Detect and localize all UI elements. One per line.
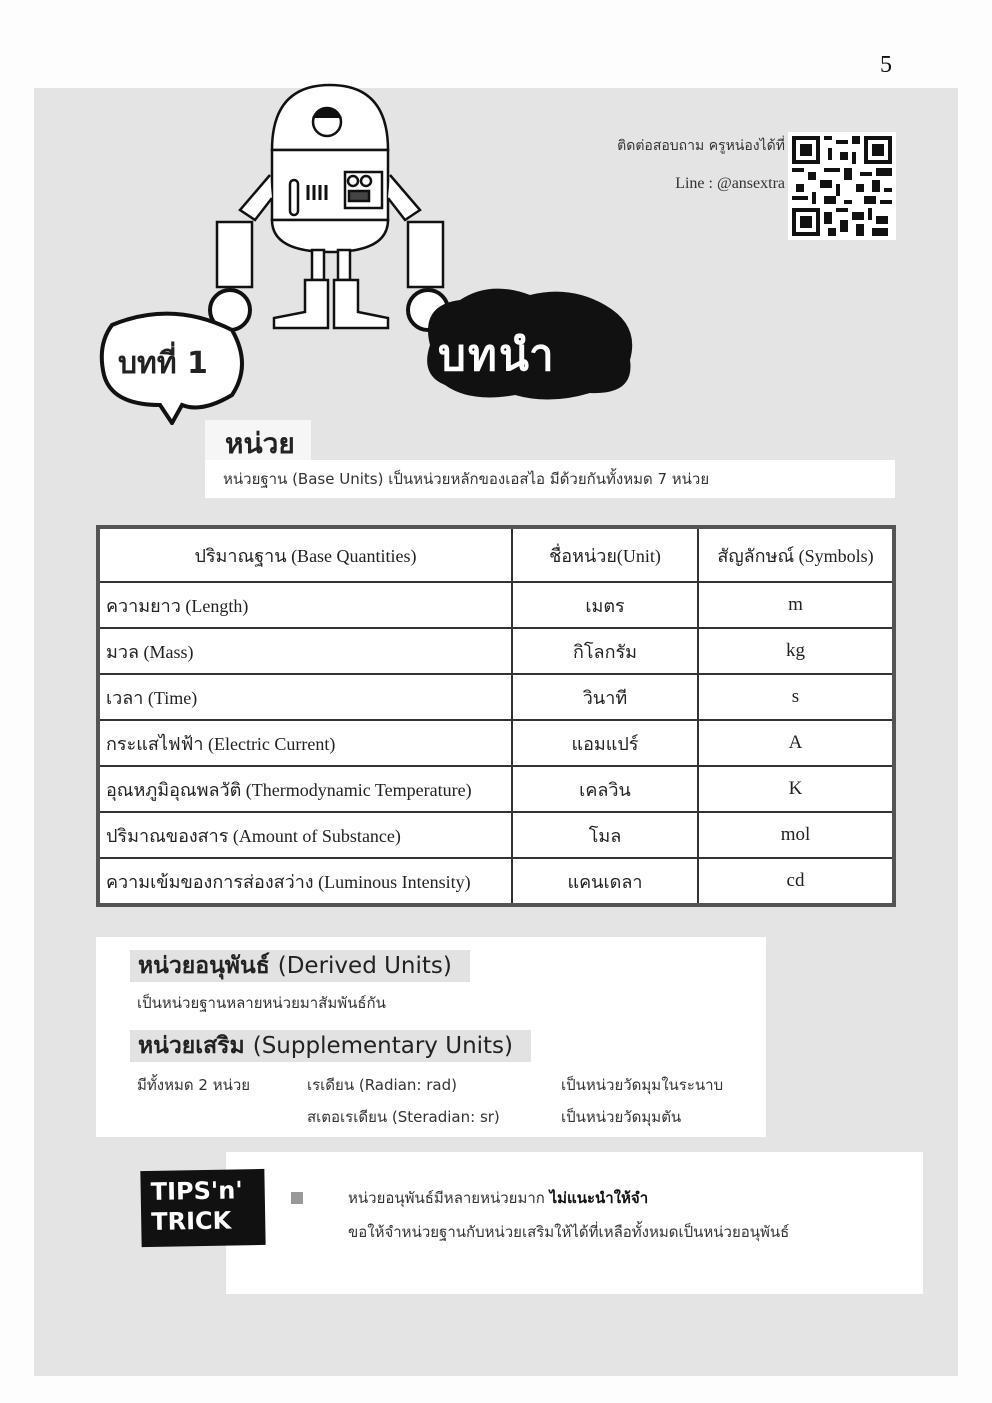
- supplementary-count: มีทั้งหมด 2 หน่วย: [137, 1076, 251, 1094]
- square-bullet-icon: [291, 1192, 303, 1204]
- table-row: [98, 628, 894, 674]
- symbol-cell: A: [698, 720, 894, 766]
- symbol-cell: m: [698, 582, 894, 628]
- derived-heading-en: (Derived Units): [277, 953, 452, 979]
- symbol-cell: mol: [698, 812, 894, 858]
- symbol-cell: cd: [698, 858, 894, 905]
- supplementary-item-name: สเตอเรเดียน (Steradian: sr): [307, 1108, 500, 1126]
- supplementary-item-name: เรเดียน (Radian: rad): [307, 1076, 457, 1094]
- symbol-cell: s: [698, 674, 894, 720]
- unit-cell: แอมแปร์: [512, 720, 698, 766]
- contact-block: [560, 135, 785, 193]
- unit-cell: วินาที: [512, 674, 698, 720]
- symbol-cell: K: [698, 766, 894, 812]
- tips-line-1: [348, 1186, 648, 1210]
- symbol-cell: kg: [698, 628, 894, 674]
- badge-line1: TIPS'n': [150, 1176, 243, 1206]
- badge-line2: TRICK: [150, 1206, 232, 1236]
- qr-code-icon[interactable]: [788, 132, 896, 240]
- header-unit: ชื่อหน่วย(Unit): [512, 527, 698, 582]
- quantity-cell: มวล (Mass): [98, 628, 512, 674]
- table-row: [98, 812, 894, 858]
- derived-heading-th: หน่วยอนุพันธ์: [138, 953, 270, 979]
- tips-line-2: ขอให้จำหน่วยฐานกับหน่วยเสริมให้ได้ที่เหลือทั้งหมดเป็นหน่วยอนุพันธ์: [348, 1223, 790, 1241]
- unit-cell: กิโลกรัม: [512, 628, 698, 674]
- derived-heading: [130, 950, 470, 982]
- unit-cell: แคนเดลา: [512, 858, 698, 905]
- unit-cell: เคลวิน: [512, 766, 698, 812]
- derived-text: เป็นหน่วยฐานหลายหน่วยมาสัมพันธ์กัน: [137, 994, 386, 1012]
- table-row: [98, 674, 894, 720]
- header-quantity: ปริมาณฐาน (Base Quantities): [98, 527, 512, 582]
- supplementary-heading-th: หน่วยเสริม: [138, 1033, 245, 1059]
- table-row: [98, 720, 894, 766]
- line-id: Line : @ansextra: [675, 175, 785, 192]
- tips-n-trick-badge: [140, 1169, 265, 1247]
- contact-text: ติดต่อสอบถาม ครูหน่องได้ที่: [617, 138, 785, 154]
- base-units-table: [96, 525, 896, 907]
- units-heading: หน่วย: [205, 420, 311, 468]
- tips-line-1-plain: หน่วยอนุพันธ์มีหลายหน่วยมาก: [348, 1189, 550, 1207]
- chapter-title: บทนำ: [438, 330, 556, 381]
- header-symbol: สัญลักษณ์ (Symbols): [698, 527, 894, 582]
- supplementary-item-desc: เป็นหน่วยวัดมุมในระนาบ: [561, 1076, 724, 1094]
- table-row: [98, 582, 894, 628]
- table-row: [98, 766, 894, 812]
- page-number: 5: [880, 52, 892, 78]
- quantity-cell: เวลา (Time): [98, 674, 512, 720]
- chapter-label: บทที่ 1: [118, 346, 208, 381]
- supplementary-item-desc: เป็นหน่วยวัดมุมตัน: [561, 1108, 682, 1126]
- supplementary-heading: [130, 1030, 531, 1062]
- tips-line-1-bold: ไม่แนะนำให้จำ: [549, 1189, 649, 1207]
- quantity-cell: อุณหภูมิอุณพลวัติ (Thermodynamic Temperature): [98, 766, 512, 812]
- quantity-cell: ความเข้มของการส่องสว่าง (Luminous Intensity): [98, 858, 512, 905]
- supplementary-heading-en: (Supplementary Units): [252, 1033, 514, 1059]
- units-description: หน่วยฐาน (Base Units) เป็นหน่วยหลักของเอสไอ มีด้วยกันทั้งหมด 7 หน่วย: [205, 460, 895, 498]
- quantity-cell: ปริมาณของสาร (Amount of Substance): [98, 812, 512, 858]
- unit-cell: เมตร: [512, 582, 698, 628]
- table-row: [98, 858, 894, 905]
- quantity-cell: ความยาว (Length): [98, 582, 512, 628]
- table-header-row: [98, 527, 894, 582]
- quantity-cell: กระแสไฟฟ้า (Electric Current): [98, 720, 512, 766]
- unit-cell: โมล: [512, 812, 698, 858]
